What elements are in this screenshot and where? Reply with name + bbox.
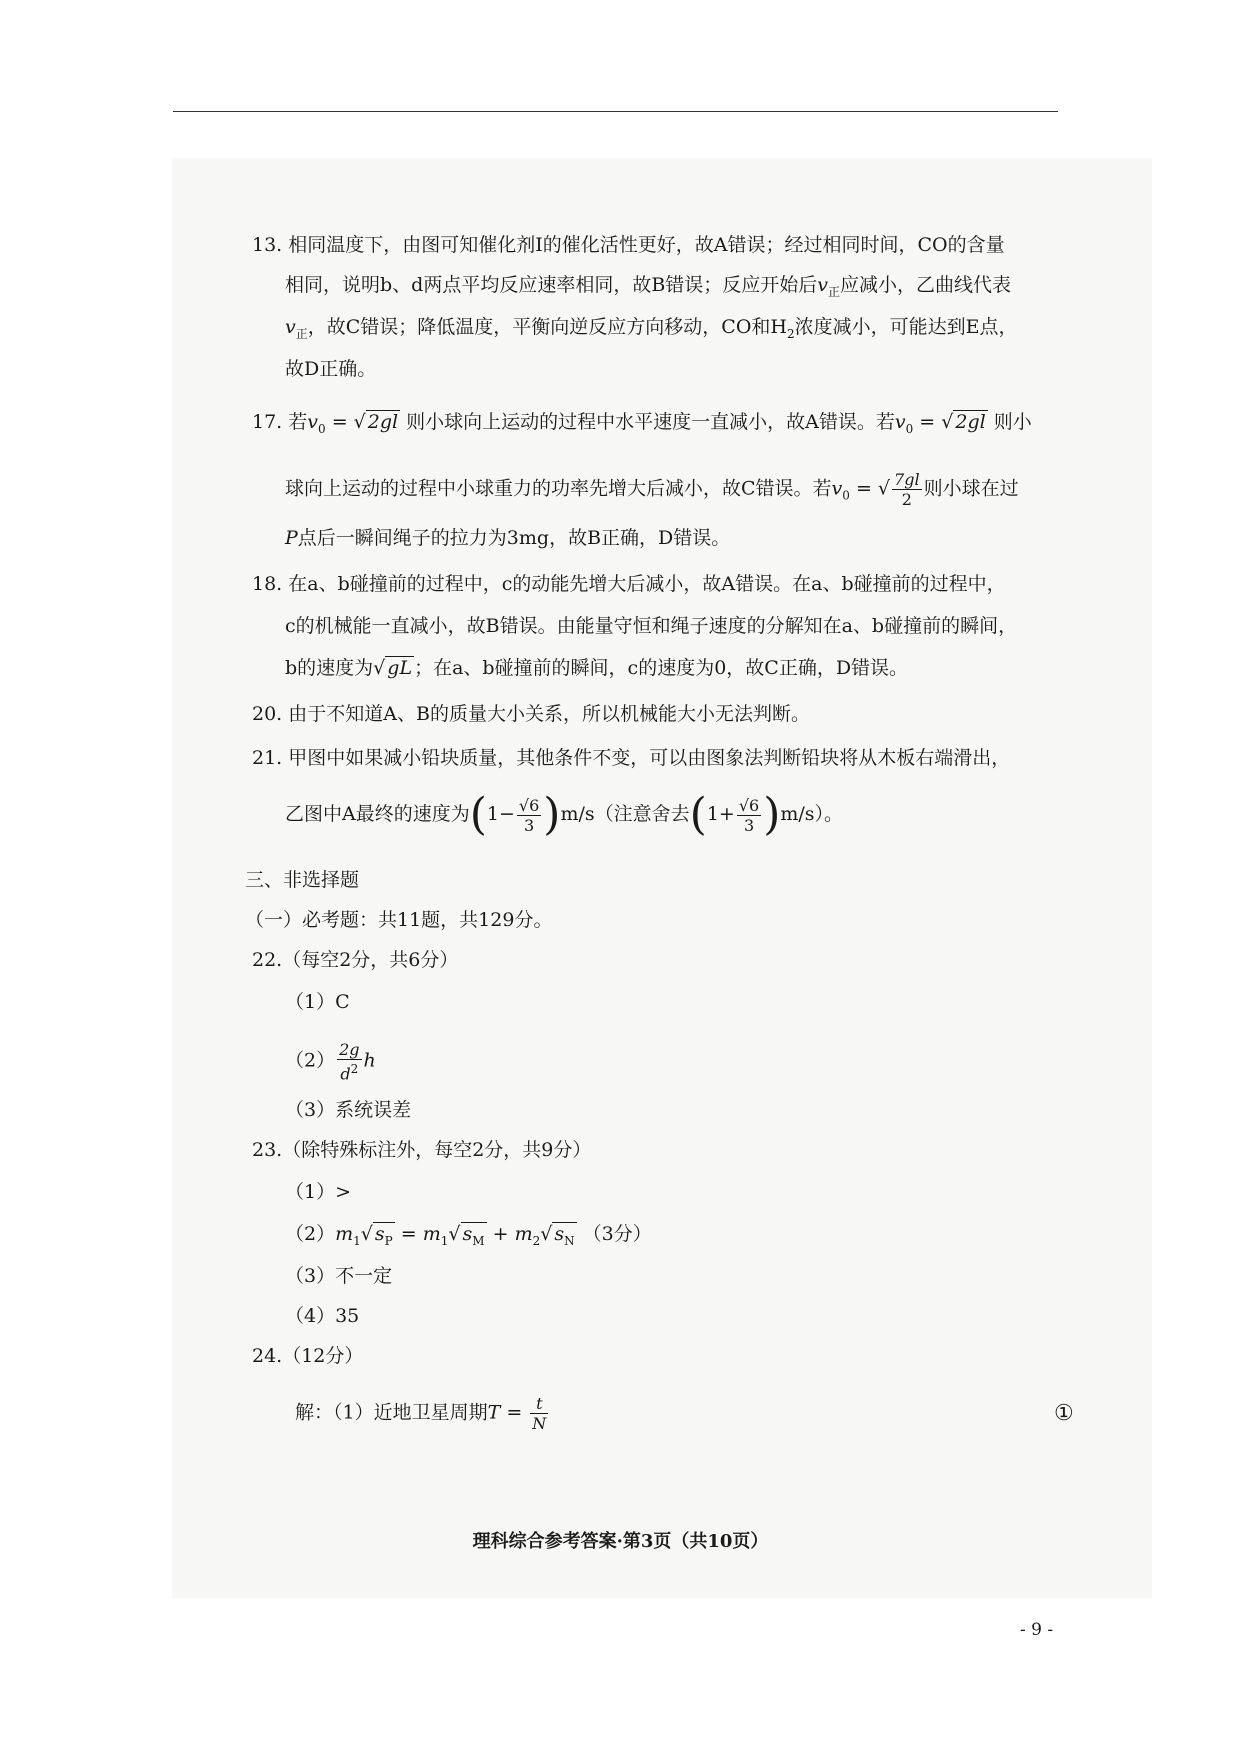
q23-answer-1: （1）> (285, 1181, 352, 1203)
q24-header: 24.（12分） (252, 1345, 364, 1367)
q23-answer-2: $(2)m_1√$ $s_P = m_1√$ $s_M + m_2√$ $s_N$ （3分） (285, 1220, 652, 1255)
page-footer: 理科综合参考答案·第3页（共10页） (472, 1531, 769, 1552)
q13-line-2: 相同，说明b、d两点平均反应速率相同，故B错误；反应开始后$v_正$应减小，乙曲线代表 (285, 274, 1012, 299)
part3-title: 三、非选择题 (245, 869, 360, 891)
q17-line-1: 17. 若$v_0$ = √ 2gl 则小球向上运动的过程中水平速度一直减小，故A错误。若$v_0$ = √ 2gl 则小 (252, 411, 1032, 436)
q18-line-3: b的速度为√ gL ；在a、b碰撞前的瞬间，c的速度为0，故C正确，D错误。 (285, 657, 909, 679)
q22-header: 22.（每空2分，共6分） (252, 949, 459, 971)
q22-answer-3: （3）系统误差 (285, 1099, 412, 1121)
page-number: - 9 - (1020, 1620, 1054, 1640)
equation-marker: ① (1054, 1401, 1074, 1426)
part3-subtitle: （一）必考题：共11题，共129分。 (245, 909, 553, 931)
q18-line-1: 18. 在a、b碰撞前的过程中，c的动能先增大后减小，故A错误。在a、b碰撞前的过程中， (252, 573, 1006, 595)
q17-line-3: P点后一瞬间绳子的拉力为3mg，故B正确，D错误。 (285, 527, 731, 549)
q24-solution-1: 解：（1）近地卫星周期T = $\frac{t}{N}$ (295, 1394, 547, 1433)
q22-answer-2: （2） $\frac{2g}{d^2}$ h (285, 1040, 376, 1084)
q13-line-4: 故D正确。 (285, 358, 377, 380)
q13-line-3: $v_正$，故C错误；降低温度，平衡向逆反应方向移动，CO和$H_2$浓度减小，可能达到E点， (285, 316, 1018, 341)
q20-line: 20. 由于不知道A、B的质量大小关系，所以机械能大小无法判断。 (252, 703, 810, 725)
q17-line-2: 球向上运动的过程中小球重力的功率先增大后减小，故C错误。若$v_0$ = √ $\frac{7gl}{2}$ 则小球在过 (285, 470, 1019, 509)
q23-header: 23.（除特殊标注外，每空2分，共9分） (252, 1139, 592, 1161)
q22-answer-1: （1）C (285, 991, 350, 1013)
q18-line-2: c的机械能一直减小，故B错误。由能量守恒和绳子速度的分解知在a、b碰撞前的瞬间， (285, 615, 1018, 637)
q23-answer-3: （3）不一定 (285, 1265, 393, 1287)
q13-line-1: 13. 相同温度下，由图可知催化剂Ⅰ的催化活性更好，故A错误；经过相同时间，CO的含量 (252, 234, 1005, 256)
q23-answer-4: （4）35 (285, 1305, 360, 1327)
q21-line-2: 乙图中A最终的速度为(1− $\frac{√6}{3}$ )m/s（注意舍去(1+ $\frac{√6}{3}$ )m/s）。 (285, 789, 844, 840)
q21-line-1: 21. 甲图中如果减小铅块质量，其他条件不变，可以由图象法判断铅块将从木板右端滑出， (252, 747, 1011, 769)
